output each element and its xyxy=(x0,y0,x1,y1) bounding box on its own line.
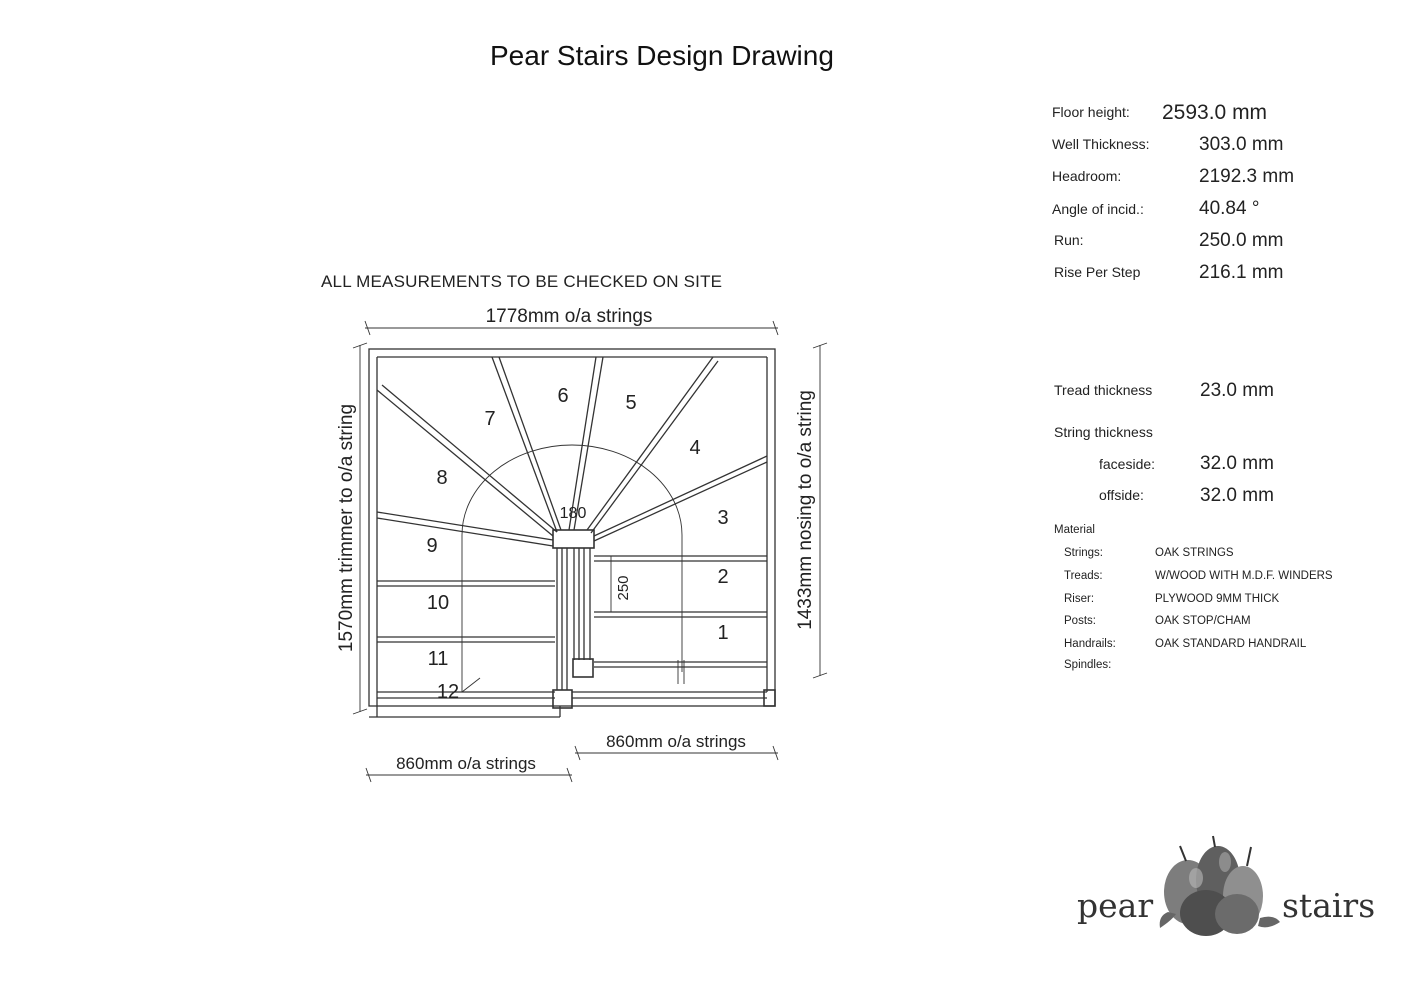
spec-rise-label: Rise Per Step xyxy=(1054,264,1141,280)
logo-word-pear: pear xyxy=(1077,886,1154,925)
step-number-2: 2 xyxy=(717,566,729,588)
bottom-left-dimension-text: 860mm o/a strings xyxy=(396,754,536,773)
bottom-right-dimension-text: 860mm o/a strings xyxy=(606,732,746,751)
spec-angle-label: Angle of incid.: xyxy=(1052,201,1144,217)
spec-headroom-value: 2192.3 mm xyxy=(1199,166,1295,187)
newel-post-mid xyxy=(573,659,593,677)
newel-post-top xyxy=(553,530,594,548)
page-title: Pear Stairs Design Drawing xyxy=(490,40,834,71)
straight-tread-lines xyxy=(377,556,767,698)
right-dimension-text: 1433mm nosing to o/a string xyxy=(795,390,816,630)
material-handrails-label: Handrails: xyxy=(1064,638,1116,650)
offside-value: 32.0 mm xyxy=(1200,485,1274,506)
faceside-label: faceside: xyxy=(1099,456,1156,472)
material-strings-value: OAK STRINGS xyxy=(1155,547,1234,559)
step-number-5: 5 xyxy=(625,392,637,414)
spec-rise-value: 216.1 mm xyxy=(1199,262,1284,283)
pear-logo-icon xyxy=(1160,836,1280,936)
material-heading: Material xyxy=(1054,524,1095,536)
spec-run-label: Run: xyxy=(1054,232,1084,248)
site-check-note: ALL MEASUREMENTS TO BE CHECKED ON SITE xyxy=(321,272,723,291)
tread-thickness-label: Tread thickness xyxy=(1054,382,1153,398)
step-number-11: 11 xyxy=(427,648,449,670)
material-handrails-value: OAK STANDARD HANDRAIL xyxy=(1155,638,1307,650)
material-treads-label: Treads: xyxy=(1064,570,1103,582)
step-number-3: 3 xyxy=(717,507,729,529)
step-number-10: 10 xyxy=(426,592,450,614)
faceside-value: 32.0 mm xyxy=(1200,453,1274,474)
material-posts-label: Posts: xyxy=(1064,615,1096,627)
material-treads-value: W/WOOD WITH M.D.F. WINDERS xyxy=(1155,570,1333,582)
step-number-12: 12 xyxy=(436,681,460,703)
spec-angle-value: 40.84 ° xyxy=(1199,198,1260,219)
spec-well-thickness-label: Well Thickness: xyxy=(1052,136,1150,152)
left-dimension-text: 1570mm trimmer to o/a string xyxy=(336,403,357,653)
spec-headroom-label: Headroom: xyxy=(1052,168,1122,184)
step-number-1: 1 xyxy=(717,622,729,644)
step-number-6: 6 xyxy=(557,385,569,407)
spec-run-value: 250.0 mm xyxy=(1199,230,1284,251)
step-number-4: 4 xyxy=(689,437,701,459)
well-label: 180 xyxy=(559,505,587,522)
material-strings-label: Strings: xyxy=(1064,547,1103,559)
run-dimension-text: 250 xyxy=(615,575,632,601)
material-riser-value: PLYWOOD 9MM THICK xyxy=(1155,593,1280,605)
tread-thickness-value: 23.0 mm xyxy=(1200,380,1274,401)
string-thickness-label: String thickness xyxy=(1054,424,1153,440)
material-riser-label: Riser: xyxy=(1064,593,1095,605)
step-number-9: 9 xyxy=(426,535,438,557)
newel-post-bottom xyxy=(553,690,572,708)
spec-floor-height-value: 2593.0 mm xyxy=(1162,101,1268,124)
step-number-7: 7 xyxy=(484,408,496,430)
step-number-8: 8 xyxy=(436,467,448,489)
top-dimension-text: 1778mm o/a strings xyxy=(485,306,653,327)
spec-floor-height-label: Floor height: xyxy=(1052,104,1130,120)
logo-word-stairs: stairs xyxy=(1282,886,1376,925)
spec-well-thickness-value: 303.0 mm xyxy=(1199,134,1284,155)
material-spindles-label: Spindles: xyxy=(1064,659,1112,671)
offside-label: offside: xyxy=(1099,487,1144,503)
material-posts-value: OAK STOP/CHAM xyxy=(1155,615,1251,627)
walking-line xyxy=(462,445,682,692)
